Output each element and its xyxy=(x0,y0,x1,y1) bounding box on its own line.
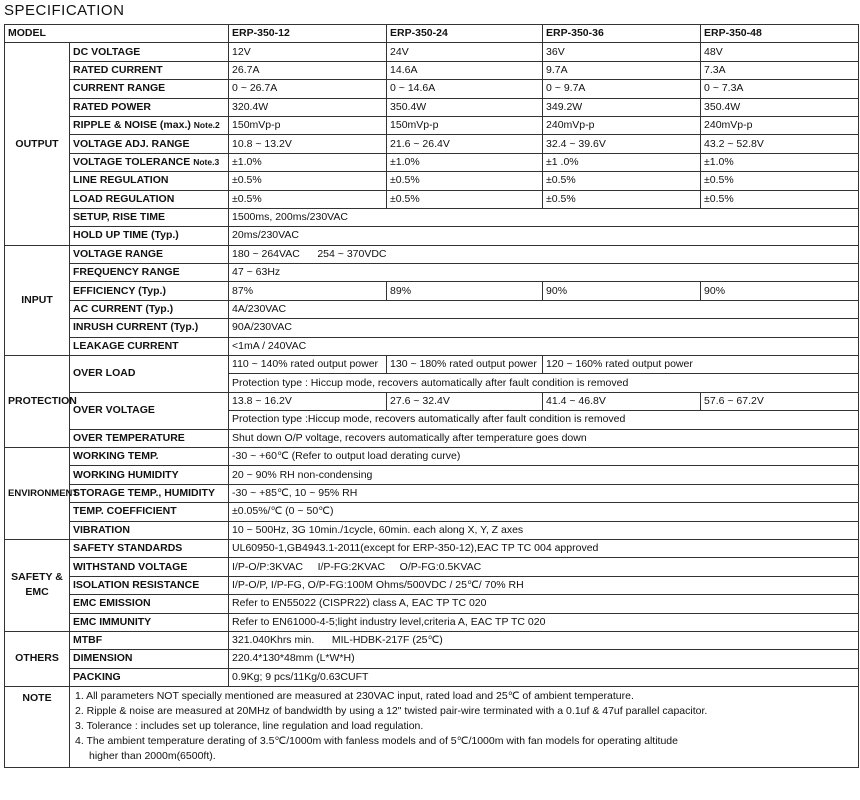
row-label: EFFICIENCY (Typ.) xyxy=(70,282,229,300)
row-label: OVER LOAD xyxy=(70,356,229,393)
table-row xyxy=(5,61,859,79)
table-row xyxy=(5,613,859,631)
note-item: 3. Tolerance : includes set up tolerance, line regulation and load regulation. xyxy=(75,720,424,733)
cell-value: ±0.5% xyxy=(543,190,701,208)
cell-value xyxy=(229,245,859,263)
note-item-continuation: higher than 2000m(6500ft). xyxy=(89,750,216,763)
cell-value: 220.4*130*48mm (L*W*H) xyxy=(229,650,859,668)
row-label: VOLTAGE ADJ. RANGE xyxy=(70,135,229,153)
cell-value: 43.2 ~ 52.8V xyxy=(701,135,859,153)
row-label-text: RIPPLE & NOISE (max.) xyxy=(73,119,191,132)
category-output: OUTPUT xyxy=(5,43,70,245)
table-row xyxy=(5,466,859,484)
row-label: SETUP, RISE TIME xyxy=(70,208,229,226)
category-protection: PROTECTION xyxy=(5,356,70,448)
row-label: CURRENT RANGE xyxy=(70,80,229,98)
note-item: 1. All parameters NOT specially mentioned are measured at 230VAC input, rated load and 25℃ of ambient temperature. xyxy=(75,690,634,703)
cell-value: 27.6 ~ 32.4V xyxy=(387,392,543,410)
row-label: WORKING TEMP. xyxy=(70,447,229,465)
table-row xyxy=(5,80,859,98)
row-label: PACKING xyxy=(70,668,229,686)
row-label: LEAKAGE CURRENT xyxy=(70,337,229,355)
cell-value: ±0.5% xyxy=(701,172,859,190)
cell-value: 24V xyxy=(387,43,543,61)
row-label: FREQUENCY RANGE xyxy=(70,264,229,282)
cell-value: 1500ms, 200ms/230VAC xyxy=(229,208,859,226)
row-label: DIMENSION xyxy=(70,650,229,668)
page-title: SPECIFICATION xyxy=(4,2,125,19)
cell-value: 87% xyxy=(229,282,387,300)
cell-text: 180 ~ 264VAC 254 ~ 370VDC xyxy=(232,247,387,260)
cell-value: I/P-O/P, I/P-FG, O/P-FG:100M Ohms/500VDC / 25℃/ 70% RH xyxy=(229,576,859,594)
cell-value: 4A/230VAC xyxy=(229,300,859,318)
table-row xyxy=(5,135,859,153)
cell-value: 90A/230VAC xyxy=(229,319,859,337)
model-name: ERP-350-12 xyxy=(229,25,387,43)
cell-value: ±1 .0% xyxy=(543,153,701,171)
cell-value: 0.9Kg; 9 pcs/11Kg/0.63CUFT xyxy=(229,668,859,686)
row-label: HOLD UP TIME (Typ.) xyxy=(70,227,229,245)
model-name: ERP-350-36 xyxy=(543,25,701,43)
cell-value: 32.4 ~ 39.6V xyxy=(543,135,701,153)
cell-value: 120 ~ 160% rated output power xyxy=(543,356,859,374)
category-environment: ENVIRONMENT xyxy=(5,447,70,539)
cell-value: 90% xyxy=(543,282,701,300)
table-row xyxy=(5,631,859,649)
row-label xyxy=(70,116,229,134)
row-label: RATED POWER xyxy=(70,98,229,116)
category-line: EMC xyxy=(25,586,49,599)
category-input: INPUT xyxy=(5,245,70,355)
cell-value: ±0.5% xyxy=(387,190,543,208)
row-label: SAFETY STANDARDS xyxy=(70,539,229,557)
cell-value: 7.3A xyxy=(701,61,859,79)
table-row xyxy=(5,521,859,539)
row-label: DC VOLTAGE xyxy=(70,43,229,61)
table-row xyxy=(5,190,859,208)
cell-value: 0 ~ 14.6A xyxy=(387,80,543,98)
cell-text: I/P-O/P:3KVAC I/P-FG:2KVAC O/P-FG:0.5KVAC xyxy=(232,560,482,573)
row-label: MTBF xyxy=(70,631,229,649)
note-item: 2. Ripple & noise are measured at 20MHz of bandwidth by using a 12" twisted pair-wire terminated with a 0.1uf & 47uf parallel capacitor. xyxy=(75,705,708,718)
table-row xyxy=(5,116,859,134)
cell-value: 0 ~ 26.7A xyxy=(229,80,387,98)
category-safety-emc xyxy=(5,539,70,631)
cell-value: 9.7A xyxy=(543,61,701,79)
table-row xyxy=(5,208,859,226)
cell-value: ±1.0% xyxy=(701,153,859,171)
cell-value: 41.4 ~ 46.8V xyxy=(543,392,701,410)
model-label: MODEL xyxy=(5,25,229,43)
cell-value: 48V xyxy=(701,43,859,61)
cell-value: ±0.5% xyxy=(387,172,543,190)
model-name: ERP-350-48 xyxy=(701,25,859,43)
cell-value xyxy=(229,631,859,649)
table-row xyxy=(5,668,859,686)
cell-value: Protection type : Hiccup mode, recovers automatically after fault condition is removed xyxy=(229,374,859,392)
table-row xyxy=(5,356,859,374)
cell-value: 350.4W xyxy=(701,98,859,116)
table-row xyxy=(5,172,859,190)
table-row xyxy=(5,650,859,668)
category-others: OTHERS xyxy=(5,631,70,686)
cell-value: 349.2W xyxy=(543,98,701,116)
table-row xyxy=(5,337,859,355)
category-line: SAFETY & xyxy=(11,571,63,584)
table-row xyxy=(5,558,859,576)
table-row xyxy=(5,264,859,282)
cell-value: Refer to EN61000-4-5;light industry level,criteria A, EAC TP TC 020 xyxy=(229,613,859,631)
cell-value: ±0.5% xyxy=(229,190,387,208)
cell-value: 10 ~ 500Hz, 3G 10min./1cycle, 60min. each along X, Y, Z axes xyxy=(229,521,859,539)
table-row xyxy=(5,503,859,521)
cell-value: 0 ~ 7.3A xyxy=(701,80,859,98)
row-label: OVER TEMPERATURE xyxy=(70,429,229,447)
cell-value: ±0.5% xyxy=(543,172,701,190)
cell-value: 240mVp-p xyxy=(701,116,859,134)
row-label: EMC EMISSION xyxy=(70,595,229,613)
model-name: ERP-350-24 xyxy=(387,25,543,43)
row-label: WITHSTAND VOLTAGE xyxy=(70,558,229,576)
header-row xyxy=(5,25,859,43)
table-row xyxy=(5,484,859,502)
cell-value: 350.4W xyxy=(387,98,543,116)
cell-value: 240mVp-p xyxy=(543,116,701,134)
row-label: TEMP. COEFFICIENT xyxy=(70,503,229,521)
cell-value: UL60950-1,GB4943.1-2011(except for ERP-350-12),EAC TP TC 004 approved xyxy=(229,539,859,557)
row-label: OVER VOLTAGE xyxy=(70,392,229,429)
row-label: LINE REGULATION xyxy=(70,172,229,190)
row-label: VIBRATION xyxy=(70,521,229,539)
row-label: INRUSH CURRENT (Typ.) xyxy=(70,319,229,337)
row-label-text: VOLTAGE TOLERANCE xyxy=(73,155,191,168)
cell-value: -30 ~ +85℃, 10 ~ 95% RH xyxy=(229,484,859,502)
cell-value: Refer to EN55022 (CISPR22) class A, EAC TP TC 020 xyxy=(229,595,859,613)
table-row xyxy=(5,227,859,245)
row-label: EMC IMMUNITY xyxy=(70,613,229,631)
table-row xyxy=(5,43,859,61)
cell-value: 10.8 ~ 13.2V xyxy=(229,135,387,153)
row-label: LOAD REGULATION xyxy=(70,190,229,208)
table-row xyxy=(5,576,859,594)
table-row xyxy=(5,539,859,557)
table-row xyxy=(5,98,859,116)
cell-value: ±0.5% xyxy=(701,190,859,208)
cell-value: 150mVp-p xyxy=(229,116,387,134)
cell-value: 150mVp-p xyxy=(387,116,543,134)
table-row xyxy=(5,153,859,171)
row-label: WORKING HUMIDITY xyxy=(70,466,229,484)
note-list xyxy=(73,687,855,767)
cell-value: <1mA / 240VAC xyxy=(229,337,859,355)
cell-value: 14.6A xyxy=(387,61,543,79)
cell-value: 12V xyxy=(229,43,387,61)
cell-value: ±0.5% xyxy=(229,172,387,190)
cell-value: 90% xyxy=(701,282,859,300)
row-label: ISOLATION RESISTANCE xyxy=(70,576,229,594)
cell-value: 26.7A xyxy=(229,61,387,79)
table-row xyxy=(5,392,859,410)
cell-text: 321.040Khrs min. MIL-HDBK-217F (25℃) xyxy=(232,634,443,647)
cell-value: 110 ~ 140% rated output power xyxy=(229,356,387,374)
note-item: 4. The ambient temperature derating of 3.5℃/1000m with fanless models and of 5℃/1000m with fan models for operating altitude xyxy=(75,735,678,748)
table-row xyxy=(5,300,859,318)
cell-value: 20ms/230VAC xyxy=(229,227,859,245)
table-row xyxy=(5,595,859,613)
cell-value: ±1.0% xyxy=(387,153,543,171)
cell-value: Protection type :Hiccup mode, recovers automatically after fault condition is removed xyxy=(229,411,859,429)
note-row xyxy=(5,687,859,768)
cell-value xyxy=(229,558,859,576)
cell-value: 130 ~ 180% rated output power xyxy=(387,356,543,374)
cell-value: 320.4W xyxy=(229,98,387,116)
cell-value: 20 ~ 90% RH non-condensing xyxy=(229,466,859,484)
cell-value: ±0.05%/℃ (0 ~ 50℃) xyxy=(229,503,859,521)
table-row xyxy=(5,245,859,263)
cell-value: -30 ~ +60℃ (Refer to output load derating curve) xyxy=(229,447,859,465)
row-label: STORAGE TEMP., HUMIDITY xyxy=(70,484,229,502)
cell-value: 47 ~ 63Hz xyxy=(229,264,859,282)
cell-value: 0 ~ 9.7A xyxy=(543,80,701,98)
category-note: NOTE xyxy=(5,687,70,768)
row-label: AC CURRENT (Typ.) xyxy=(70,300,229,318)
cell-value: Shut down O/P voltage, recovers automatically after temperature goes down xyxy=(229,429,859,447)
cell-value: 13.8 ~ 16.2V xyxy=(229,392,387,410)
table-row xyxy=(5,447,859,465)
cell-value: ±1.0% xyxy=(229,153,387,171)
note-reference: Note.3 xyxy=(193,156,220,167)
table-row xyxy=(5,282,859,300)
cell-value: 57.6 ~ 67.2V xyxy=(701,392,859,410)
row-label: VOLTAGE RANGE xyxy=(70,245,229,263)
cell-value: 89% xyxy=(387,282,543,300)
row-label xyxy=(70,153,229,171)
table-row xyxy=(5,319,859,337)
table-row xyxy=(5,429,859,447)
cell-value: 36V xyxy=(543,43,701,61)
note-reference: Note.2 xyxy=(193,120,220,131)
note-cell xyxy=(70,687,859,768)
cell-value: 21.6 ~ 26.4V xyxy=(387,135,543,153)
spec-table xyxy=(4,24,859,768)
row-label: RATED CURRENT xyxy=(70,61,229,79)
